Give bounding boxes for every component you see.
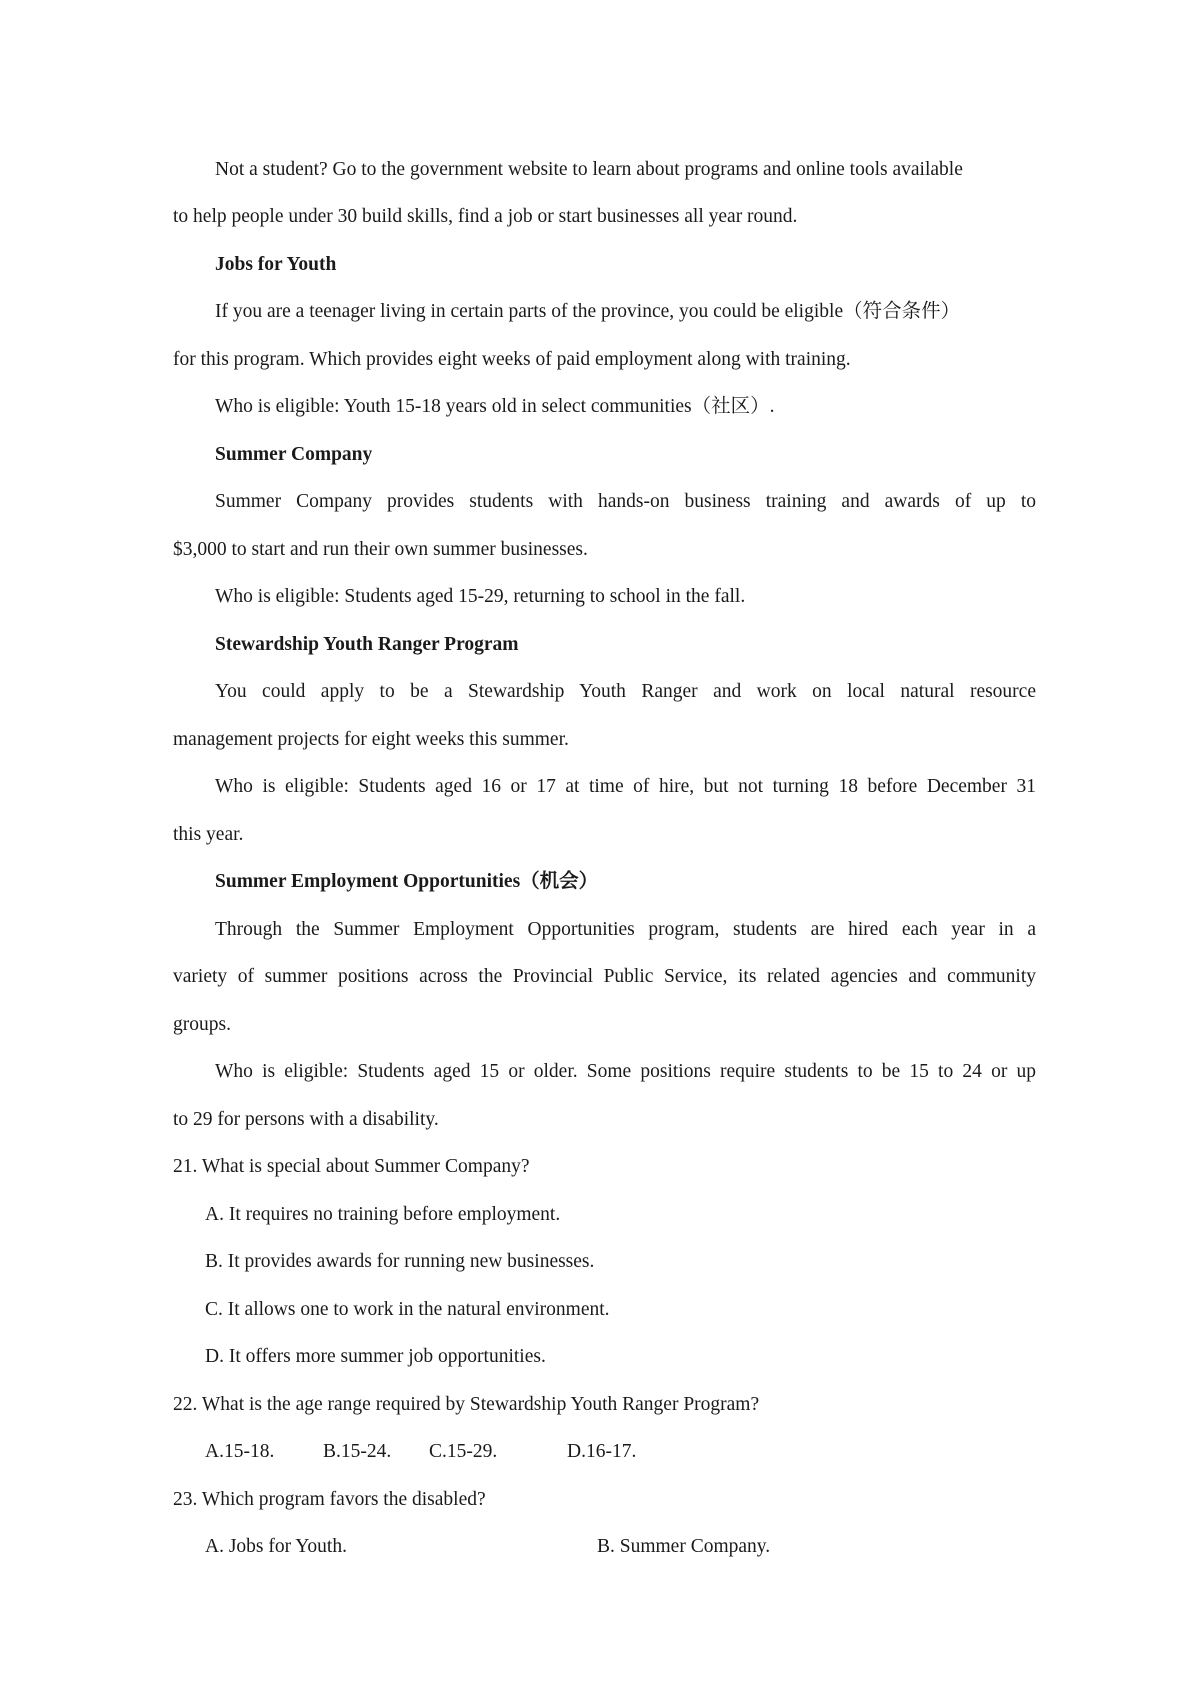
question-21-stem: 21. What is special about Summer Company? bbox=[173, 1156, 530, 1177]
seo-eligibility-line-2: to 29 for persons with a disability. bbox=[173, 1109, 439, 1130]
section-heading-summer-company: Summer Company bbox=[215, 444, 373, 465]
intro-line-1: Not a student? Go to the government website to learn about programs and online tools available bbox=[215, 159, 963, 180]
jobs-eligibility: Who is eligible: Youth 15-18 years old in select communities（社区）. bbox=[215, 396, 775, 417]
question-22-option-c: C.15-29. bbox=[429, 1441, 498, 1462]
question-22-option-b: B.15-24. bbox=[323, 1441, 392, 1462]
summer-company-line-1: Summer Company provides students with hands-on business training and awards of up to bbox=[215, 491, 1036, 512]
seo-eligibility-line-1: Who is eligible: Students aged 15 or older. Some positions require students to be 15 to 24 or up bbox=[215, 1061, 1036, 1082]
question-22-stem: 22. What is the age range required by Stewardship Youth Ranger Program? bbox=[173, 1394, 760, 1415]
section-heading-summer-employment: Summer Employment Opportunities（机会） bbox=[215, 871, 599, 892]
seo-line-1: Through the Summer Employment Opportunities program, students are hired each year in a bbox=[215, 919, 1036, 940]
ranger-line-2: management projects for eight weeks this summer. bbox=[173, 729, 569, 750]
question-22-option-a: A.15-18. bbox=[205, 1441, 275, 1462]
summer-company-eligibility: Who is eligible: Students aged 15-29, returning to school in the fall. bbox=[215, 586, 746, 607]
jobs-line-1: If you are a teenager living in certain parts of the province, you could be eligible（符合条件） bbox=[215, 301, 961, 322]
ranger-line-1: You could apply to be a Stewardship Youth Ranger and work on local natural resource bbox=[215, 681, 1036, 702]
question-23-option-a: A. Jobs for Youth. bbox=[205, 1536, 347, 1557]
intro-line-2: to help people under 30 build skills, find a job or start businesses all year round. bbox=[173, 206, 798, 227]
ranger-eligibility-line-2: this year. bbox=[173, 824, 244, 845]
question-21-option-b: B. It provides awards for running new businesses. bbox=[205, 1251, 595, 1272]
ranger-eligibility-line-1: Who is eligible: Students aged 16 or 17 at time of hire, but not turning 18 before December 31 bbox=[215, 776, 1036, 797]
question-21-option-c: C. It allows one to work in the natural environment. bbox=[205, 1299, 610, 1320]
summer-company-line-2: $3,000 to start and run their own summer businesses. bbox=[173, 539, 588, 560]
section-heading-stewardship-youth-ranger: Stewardship Youth Ranger Program bbox=[215, 634, 519, 655]
section-heading-jobs-for-youth: Jobs for Youth bbox=[215, 254, 337, 275]
seo-line-3: groups. bbox=[173, 1014, 231, 1035]
seo-line-2: variety of summer positions across the Provincial Public Service, its related agencies and community bbox=[173, 966, 1036, 987]
question-22-option-d: D.16-17. bbox=[567, 1441, 637, 1462]
question-21-option-a: A. It requires no training before employment. bbox=[205, 1204, 561, 1225]
question-21-option-d: D. It offers more summer job opportunities. bbox=[205, 1346, 546, 1367]
question-23-option-b: B. Summer Company. bbox=[597, 1536, 771, 1557]
question-23-stem: 23. Which program favors the disabled? bbox=[173, 1489, 486, 1510]
jobs-line-2: for this program. Which provides eight weeks of paid employment along with training. bbox=[173, 349, 851, 370]
